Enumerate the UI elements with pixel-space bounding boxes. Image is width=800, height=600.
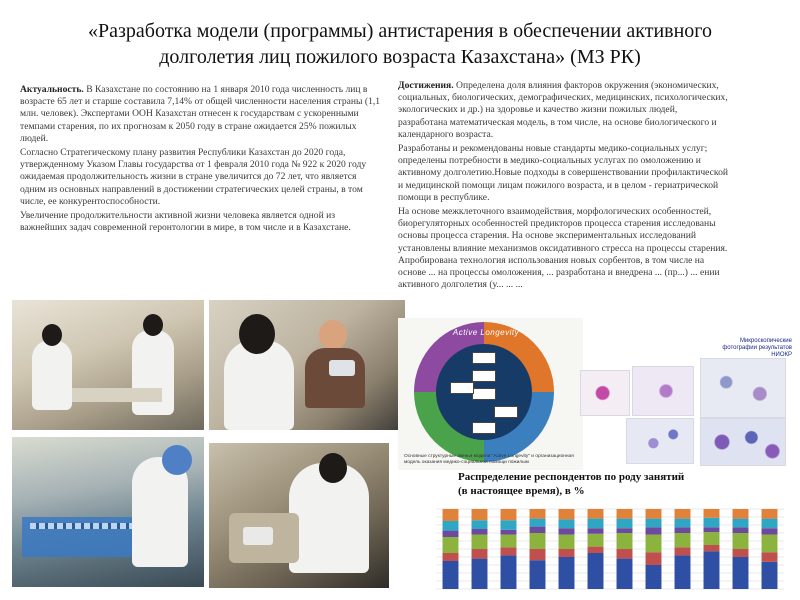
chart-bar-segment (501, 530, 517, 535)
chart-bar-segment (530, 519, 546, 527)
title-line-1: «Разработка модели (программы) антистарения в обеспечении активного (88, 20, 712, 42)
chart-bar-segment (617, 533, 633, 549)
chart-bar-segment (617, 519, 633, 529)
chart-bar-segment (559, 557, 575, 589)
chart-bar-segment (501, 535, 517, 548)
photo-laboratory (12, 437, 204, 587)
chart-bar-segment (501, 555, 517, 589)
chart-grid (436, 509, 784, 589)
standards-paragraph: Разработаны и рекомендованы новые стандарты медико-социальных услуг; определены потребности в медико-социальных услугах по омоложению и активному долголетию.Новые подходы в совершенствовании профилактической и медицинской помощи лицам пожилого возраста, и в целом - гериатрической помощи в республике. (398, 143, 729, 203)
chart-bar-segment (646, 565, 662, 589)
chart-bar-segment (472, 549, 488, 559)
longevity-ring (414, 322, 554, 462)
chart-bar-segment (704, 518, 720, 528)
research-paragraph: На основе межклеточного взаимодействия, морфологических особенностей, биорегуляторных особенностей предикторов процесса старения исследованы основы процесса старения. На основе экспериментальных исследований установлены влияние механизмов оксидативного стресса на процессы старения. Апробирована технология использования новых сорбентов, в том числе на основе ... на процессы омоложения, ... разработана и внедрена ... (пр...) ... ении активного долголетия (у... ... ... (398, 206, 728, 291)
occupation-bar-chart (432, 505, 788, 593)
microscopy-image-3 (700, 358, 786, 418)
longevity-ring-label: Active Longevity (452, 328, 520, 337)
relevance-text: В Казахстане по состоянию на 1 января 2010 года численность лиц в возрасте 65 лет и старше составила 7,14% от общей численности населения страны (1,1 млн. человек). Экспертами ООН Казахстан отнесен к государствам с ускоренными темпами старения, по их прогнозам к 2050 году в стране ожидается 25% пожилых людей. (20, 84, 381, 144)
microscopy-caption: Микроскопические фотографии результатов НИОКР (722, 338, 792, 358)
achievements-text: Определена доля влияния факторов окружения (экономических, социальных, биологических, демографических, медицинских, психологических, экологических и др.) на здоровье и качество жизни пожилых людей, разработана математическая модель, в том числе, на основе биологического и календарного возраста. (398, 80, 728, 140)
chart-bar-segment (443, 561, 459, 589)
chart-bar-segment (559, 528, 575, 534)
chart-bar-segment (472, 509, 488, 520)
chart-bar-segment (501, 509, 517, 520)
chart-bar-segment (762, 519, 778, 529)
chart-bar-segment (472, 529, 488, 535)
chart-bar-segment (675, 547, 691, 555)
chart-bar-segment (762, 509, 778, 519)
chart-bar-segment (443, 531, 459, 537)
chart-bar-segment (617, 549, 633, 559)
chart-bar-segment (762, 552, 778, 562)
chart-bar-segment (617, 528, 633, 533)
chart-bar-segment (675, 533, 691, 547)
chart-bar-segment (530, 549, 546, 560)
chart-bar-segment (617, 509, 633, 519)
chart-bar-segment (588, 509, 604, 519)
photo-clinic-consultation (12, 300, 204, 430)
chart-bar-segment (530, 560, 546, 589)
chart-title-line-2: (в настоящее время), в % (458, 485, 585, 497)
achievements-heading: Достижения. (398, 80, 454, 91)
chart-bar-segment (762, 562, 778, 589)
chart-bar-segment (472, 535, 488, 549)
chart-bar-segment (559, 549, 575, 557)
chart-bar-segment (733, 533, 749, 549)
chart-bar-segment (588, 534, 604, 547)
chart-bar-segment (559, 535, 575, 549)
chart-bar-segment (559, 519, 575, 528)
chart-bar-segment (704, 551, 720, 589)
slide-title (20, 18, 780, 70)
chart-bar-segment (762, 535, 778, 553)
relevance-paragraph (20, 84, 382, 145)
chart-bar-segment (588, 553, 604, 589)
chart-bar-segment (675, 519, 691, 528)
chart-bar-segment (646, 552, 662, 565)
chart-bar-segment (443, 521, 459, 531)
chart-bar-segment (704, 527, 720, 532)
chart-bar-segment (588, 519, 604, 529)
chart-bar-segment (530, 533, 546, 549)
chart-bar-segment (443, 509, 459, 521)
photo-medical-exam (209, 443, 389, 588)
chart-title (458, 470, 788, 498)
chart-bar-segment (588, 547, 604, 553)
chart-bar-segment (646, 519, 662, 528)
chart-bar-segment (733, 527, 749, 533)
chart-bar-segment (443, 537, 459, 553)
chart-title-line-1: Распределение респондентов по роду занятий (458, 471, 685, 483)
photo-blood-pressure (209, 300, 405, 430)
chart-bar-segment (675, 527, 691, 533)
chart-bar-segment (472, 520, 488, 529)
diagram-caption: Основные структурные звенья модели "Active Longevity" и организационная модель оказания медико-социальной помощи пожилым (404, 454, 574, 465)
active-longevity-diagram (398, 318, 583, 470)
chart-bar-segment (501, 547, 517, 555)
chart-bar-segment (530, 509, 546, 519)
chart-bar-segment (704, 509, 720, 518)
chart-bar-segment (675, 509, 691, 519)
chart-bar-segment (646, 527, 662, 534)
microscopy-image-1 (580, 370, 630, 416)
chart-bar-segment (646, 509, 662, 519)
relevance-heading: Актуальность. (20, 84, 84, 95)
microscopy-image-4 (626, 418, 694, 464)
title-line-2: долголетия лиц пожилого возраста Казахстана» (МЗ РК) (159, 46, 641, 68)
chart-bar-segment (704, 545, 720, 551)
chart-bar-segment (443, 553, 459, 561)
chart-bar-segment (588, 528, 604, 534)
chart-bar-segment (501, 520, 517, 530)
longevity-paragraph: Увеличение продолжительности активной жизни человека является одной из важнейших задач современной геронтологии в мире, в том числе и в Казахстане. (20, 210, 351, 234)
strategy-paragraph: Согласно Стратегическому плану развития Республики Казахстан до 2020 года, утвержденному Указом Главы государства от 1 февраля 2010 года № 922 к 2020 году ожидаемая продолжительность жизни в стране увеличится до 72 лет, что является одним из основных направлений в достижении стратегических целей страны, в том числе, ее конкурентоспособности. (20, 147, 367, 207)
chart-bar-segment (704, 532, 720, 545)
chart-bar-segment (733, 509, 749, 519)
chart-bar-segment (733, 557, 749, 589)
chart-bar-segment (530, 527, 546, 533)
microscopy-image-2 (632, 366, 694, 416)
chart-bar-segment (559, 509, 575, 519)
chart-bar-segment (762, 528, 778, 534)
chart-bar-segment (675, 555, 691, 589)
chart-bar-segment (472, 559, 488, 589)
chart-bar-segment (646, 535, 662, 553)
chart-bar-segment (733, 519, 749, 528)
chart-bar-segment (733, 549, 749, 557)
achievements-paragraph (398, 80, 728, 141)
microscopy-image-5 (700, 418, 786, 466)
relevance-column (20, 84, 382, 236)
chart-bar-segment (617, 559, 633, 589)
achievements-column (398, 80, 728, 293)
